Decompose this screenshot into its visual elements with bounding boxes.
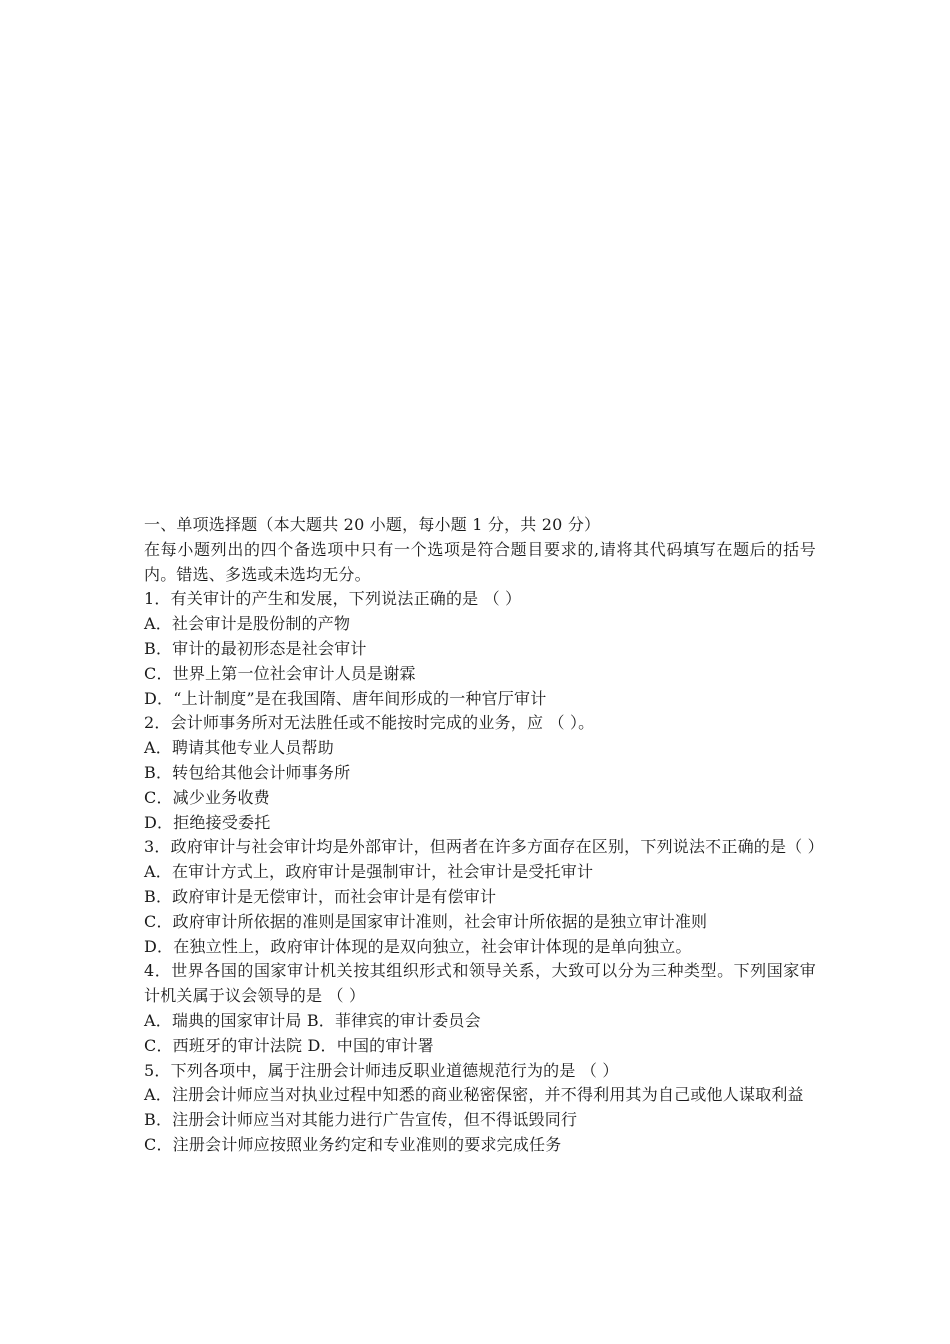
question-3: [144, 835, 824, 959]
option-d: D．“上计制度”是在我国隋、唐年间形成的一种官厅审计: [144, 688, 547, 708]
question-stem: 3．政府审计与社会审计均是外部审计，但两者在许多方面存在区别，下列说法不正确的是（ ）: [144, 837, 824, 857]
question-stem: 1．有关审计的产生和发展，下列说法正确的是 （ ）: [144, 589, 522, 609]
option-a: A．聘请其他专业人员帮助: [144, 738, 334, 758]
question-1: [144, 587, 816, 711]
option-b: B．审计的最初形态是社会审计: [144, 638, 367, 658]
section-heading: 一、单项选择题（本大题共 20 小题，每小题 1 分，共 20 分）: [144, 515, 601, 534]
option-c: C．注册会计师应按照业务约定和专业准则的要求完成任务: [144, 1134, 562, 1154]
question-stem: 5．下列各项中，属于注册会计师违反职业道德规范行为的是 （ ）: [144, 1060, 619, 1080]
option-b: B．政府审计是无偿审计，而社会审计是有偿审计: [144, 886, 497, 906]
option-d: D．拒绝接受委托: [144, 812, 271, 832]
option-c: C．减少业务收费: [144, 787, 270, 807]
question-stem: 4．世界各国的国家审计机关按其组织形式和领导关系，大致可以分为三种类型。下列国家审计机关属于议会领导的是 （ ）: [144, 961, 816, 1006]
question-5: [144, 1059, 816, 1158]
option-d: D．在独立性上，政府审计体现的是双向独立，社会审计体现的是单向独立。: [144, 936, 692, 956]
question-stem: 2．会计师事务所对无法胜任或不能按时完成的业务，应 （ ）。: [144, 713, 595, 733]
question-2: [144, 711, 816, 835]
option-c: C．政府审计所依据的准则是国家审计准则，社会审计所依据的是独立审计准则: [144, 911, 708, 931]
option-a: A．注册会计师应当对执业过程中知悉的商业秘密保密，并不得利用其为自己或他人谋取利益: [144, 1085, 804, 1105]
option-c: C．世界上第一位社会审计人员是谢霖: [144, 663, 416, 683]
option-b: B．注册会计师应当对其能力进行广告宣传，但不得诋毁同行: [144, 1110, 578, 1130]
option-a: A．社会审计是股份制的产物: [144, 614, 351, 634]
section-instruction: 在每小题列出的四个备选项中只有一个选项是符合题目要求的,请将其代码填写在题后的括号内。错选、多选或未选均无分。: [144, 539, 816, 584]
option-c-d: C．西班牙的审计法院 D．中国的审计署: [144, 1035, 434, 1055]
option-a-b: A．瑞典的国家审计局 B．菲律宾的审计委员会: [144, 1010, 481, 1030]
exam-page: [144, 513, 824, 1158]
option-b: B．转包给其他会计师事务所: [144, 762, 351, 782]
option-a: A．在审计方式上，政府审计是强制审计，社会审计是受托审计: [144, 862, 594, 882]
question-4: [144, 959, 816, 1058]
